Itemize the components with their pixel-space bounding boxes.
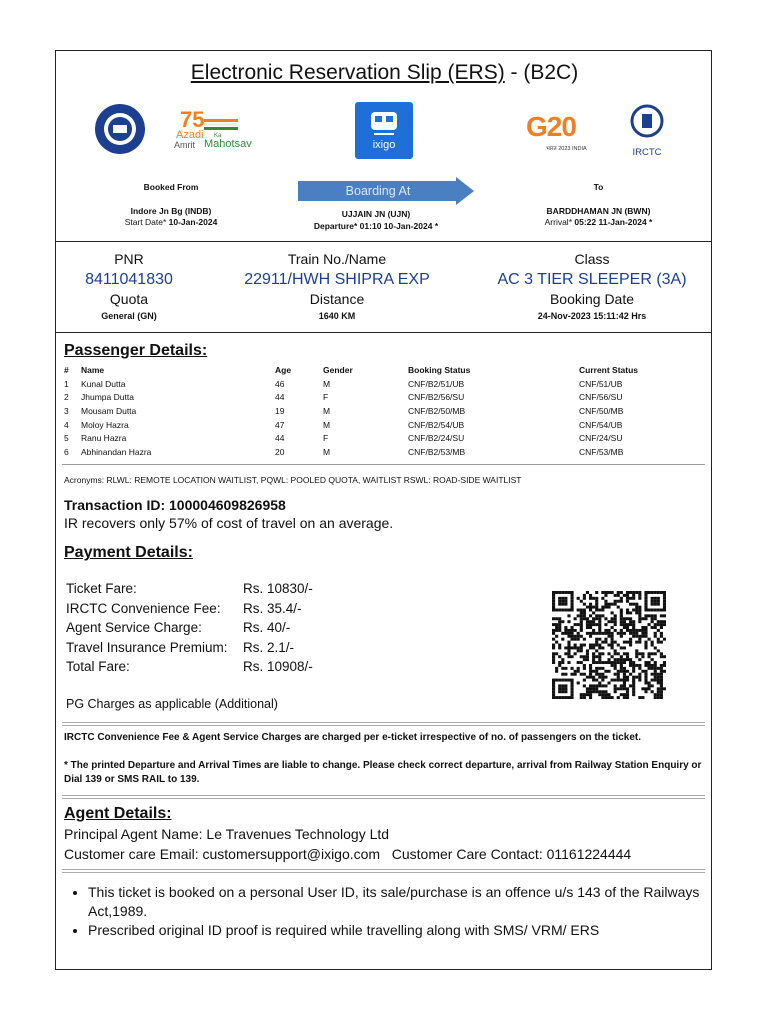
mahotsav-text: Mahotsav xyxy=(204,138,252,150)
boarding-label: Boarding At xyxy=(345,184,411,198)
cell: Abhinandan Hazra xyxy=(81,446,152,457)
divider xyxy=(62,464,705,465)
irctc-emblem-icon xyxy=(629,103,665,139)
cell: M xyxy=(323,419,331,430)
cell: Mousam Dutta xyxy=(81,405,137,416)
boarding-station: UJJAIN JN (UJN) xyxy=(341,209,411,219)
cell: CNF/B2/54/UB xyxy=(408,419,465,430)
train-value: 22911/HWH SHIPRA EXP xyxy=(244,271,430,288)
col-gender: Gender xyxy=(323,364,353,375)
cell: Jhumpa Dutta xyxy=(81,392,134,403)
cell: M xyxy=(323,405,331,416)
cell: Kunal Dutta xyxy=(81,378,126,389)
pnr-label: PNR xyxy=(114,251,144,267)
cell: 44 xyxy=(275,433,285,444)
cell: 6 xyxy=(64,446,69,457)
cell: 19 xyxy=(275,405,285,416)
to-label: To xyxy=(593,182,604,192)
rule-item: • This ticket is booked on a personal User ID, its sale/purchase is an offence u/s 143 of the Railways Act,1989. xyxy=(88,883,728,921)
cell: 47 xyxy=(275,419,285,430)
ticket-rules-list xyxy=(64,883,728,940)
table-row xyxy=(64,418,699,432)
g20-text: G20 xyxy=(526,111,576,142)
title-suffix: - (B2C) xyxy=(504,61,579,84)
train-label: Train No./Name xyxy=(287,251,387,267)
cell: CNF/56/SU xyxy=(579,392,623,403)
rule-item: • Prescribed original ID proof is required while travelling along with SMS/ VRM/ ERS xyxy=(88,921,728,940)
cell: CNF/B2/53/MB xyxy=(408,446,466,457)
ers-document xyxy=(55,50,712,970)
transaction-id: Transaction ID: 100004609826958 xyxy=(64,497,286,513)
cell: 2 xyxy=(64,392,69,403)
document-title xyxy=(56,61,713,85)
table-row xyxy=(64,390,699,404)
payment-details-heading: Payment Details: xyxy=(64,544,193,561)
azadi-text: Azadi xyxy=(176,129,204,141)
cell: CNF/51/UB xyxy=(579,378,623,389)
distance-value: 1640 KM xyxy=(318,311,356,321)
col-booking-status: Booking Status xyxy=(408,364,471,375)
col-number: # xyxy=(64,364,69,375)
cell: CNF/24/SU xyxy=(579,433,623,444)
start-date: Start Date* 10-Jan-2024 xyxy=(124,217,218,227)
cell: CNF/B2/50/MB xyxy=(408,405,466,416)
arrival-time: Arrival* 05:22 11-Jan-2024 * xyxy=(544,217,653,227)
azadi-ka-amrit-mahotsav-logo: 75 Azadi Ka Amrit Mahotsav xyxy=(174,107,252,150)
cell: Moloy Hazra xyxy=(81,419,129,430)
col-current-status: Current Status xyxy=(579,364,639,375)
cell: 3 xyxy=(64,405,69,416)
charges-note: IRCTC Convenience Fee & Agent Service Charges are charged per e-ticket irrespective of no. of passengers on the ticket. xyxy=(64,732,642,743)
title-main: Electronic Reservation Slip (ERS) xyxy=(190,61,505,84)
table-header-row xyxy=(64,363,699,377)
pnr-value: 8411041830 xyxy=(85,271,173,288)
divider xyxy=(56,332,711,333)
cell: F xyxy=(323,433,329,444)
col-age: Age xyxy=(275,364,292,375)
azadi-ka-text: Ka xyxy=(214,133,222,139)
passenger-table xyxy=(64,363,699,459)
divider xyxy=(56,241,711,242)
quota-label: Quota xyxy=(109,291,149,307)
class-label: Class xyxy=(574,251,610,267)
divider xyxy=(62,869,705,873)
class-value: AC 3 TIER SLEEPER (3A) xyxy=(497,271,687,288)
cell: CNF/54/UB xyxy=(579,419,623,430)
customer-care: Customer care Email: customersupport@ixigo.com Customer Care Contact: 01161224444 xyxy=(64,846,632,862)
from-station: Indore Jn Bg (INDB) xyxy=(130,206,212,216)
ixigo-logo xyxy=(355,102,413,159)
cell: 44 xyxy=(275,392,285,403)
acronyms-text: Acronyms: RLWL: REMOTE LOCATION WAITLIST, PQWL: POOLED QUOTA, WAITLIST RSWL: ROAD-SIDE WAITLIST xyxy=(64,475,522,485)
departure-time: Departure* 01:10 10-Jan-2024 * xyxy=(313,221,439,231)
booking-date-label: Booking Date xyxy=(549,291,635,307)
cell: CNF/B2/24/SU xyxy=(408,433,465,444)
qr-code xyxy=(552,591,666,699)
table-row xyxy=(64,431,699,445)
cell: M xyxy=(323,378,331,389)
amrit-text: Amrit xyxy=(174,140,195,150)
agent-details-heading: Agent Details: xyxy=(64,805,172,822)
payment-row: Travel Insurance Premium: Rs. 2.1/- xyxy=(66,639,295,655)
irctc-text: IRCTC xyxy=(632,147,662,158)
passenger-details-heading: Passenger Details: xyxy=(64,342,208,359)
cell: CNF/B2/51/UB xyxy=(408,378,465,389)
cell: 1 xyxy=(64,378,69,389)
to-station: BARDDHAMAN JN (BWN) xyxy=(546,206,651,216)
quota-value: General (GN) xyxy=(101,311,157,321)
cell: Ranu Hazra xyxy=(81,433,127,444)
cell: 20 xyxy=(275,446,285,457)
cell: 4 xyxy=(64,419,69,430)
cell: 5 xyxy=(64,433,69,444)
payment-row: Agent Service Charge: Rs. 40/- xyxy=(66,620,291,635)
table-row xyxy=(64,377,699,391)
divider xyxy=(62,722,705,726)
cell: M xyxy=(323,446,331,457)
cell: CNF/53/MB xyxy=(579,446,624,457)
ixigo-text: ixigo xyxy=(372,139,396,151)
col-name: Name xyxy=(81,364,105,375)
cost-recovery-text: IR recovers only 57% of cost of travel on an average. xyxy=(64,515,394,531)
payment-row: Total Fare: Rs. 10908/- xyxy=(66,659,313,674)
timing-note: * The printed Departure and Arrival Times are liable to change. Please check correct departure, arrival from Railway Station Enquiry or Dial 139 or SMS RAIL to 139. xyxy=(64,760,702,785)
cell: F xyxy=(323,392,329,403)
indian-railways-logo xyxy=(94,103,146,155)
distance-label: Distance xyxy=(309,291,365,307)
cell: CNF/50/MB xyxy=(579,405,624,416)
table-row xyxy=(64,445,699,459)
payment-list xyxy=(66,579,346,677)
table-row xyxy=(64,404,699,418)
booking-date-value: 24-Nov-2023 15:11:42 Hrs xyxy=(537,311,647,321)
g20-subtext: भारत 2023 INDIA xyxy=(546,146,587,152)
principal-agent: Principal Agent Name: Le Travenues Technology Ltd xyxy=(64,826,390,842)
divider xyxy=(62,795,705,799)
g20-logo xyxy=(526,111,606,153)
pg-charges-note: PG Charges as applicable (Additional) xyxy=(66,697,278,711)
cell: CNF/B2/56/SU xyxy=(408,392,465,403)
payment-row: Ticket Fare: Rs. 10830/- xyxy=(66,581,313,596)
cell: 46 xyxy=(275,378,285,389)
payment-row: IRCTC Convenience Fee: Rs. 35.4/- xyxy=(66,600,302,616)
train-icon xyxy=(368,110,400,136)
booked-from-label: Booked From xyxy=(143,182,199,192)
irctc-logo xyxy=(622,103,672,159)
